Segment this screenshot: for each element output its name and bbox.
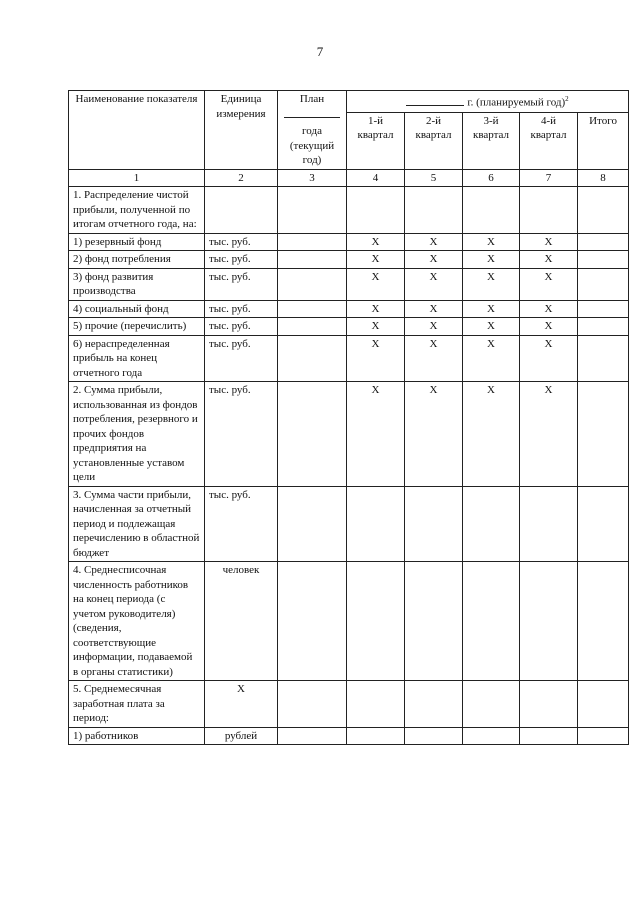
row-plan	[278, 562, 347, 681]
header-total: Итого	[578, 112, 629, 169]
row-quarter-2	[405, 681, 463, 728]
column-number: 7	[520, 169, 578, 187]
header-q4: 4-й квартал	[520, 112, 578, 169]
row-quarter-4: X	[520, 318, 578, 336]
row-total	[578, 335, 629, 382]
row-quarter-1	[347, 562, 405, 681]
row-name: 5) прочие (перечислить)	[69, 318, 205, 336]
row-quarter-1	[347, 187, 405, 234]
row-unit: тыс. руб.	[205, 486, 278, 562]
row-unit: тыс. руб.	[205, 335, 278, 382]
column-number: 4	[347, 169, 405, 187]
row-unit: тыс. руб.	[205, 233, 278, 251]
row-quarter-2	[405, 187, 463, 234]
column-number: 5	[405, 169, 463, 187]
planned-year-blank	[406, 95, 464, 106]
row-total	[578, 300, 629, 318]
row-quarter-4: X	[520, 251, 578, 269]
row-quarter-2	[405, 727, 463, 745]
row-name: 3) фонд развития производства	[69, 268, 205, 300]
header-q2: 2-й квартал	[405, 112, 463, 169]
table-row	[69, 562, 629, 681]
row-quarter-1: X	[347, 335, 405, 382]
row-total	[578, 486, 629, 562]
row-quarter-3	[463, 681, 520, 728]
table-row	[69, 318, 629, 336]
column-number: 1	[69, 169, 205, 187]
row-quarter-3: X	[463, 268, 520, 300]
row-total	[578, 681, 629, 728]
header-plan	[278, 91, 347, 170]
row-unit: тыс. руб.	[205, 251, 278, 269]
footnote-mark: 2	[565, 95, 569, 103]
row-quarter-1: X	[347, 300, 405, 318]
row-plan	[278, 382, 347, 487]
row-unit: X	[205, 681, 278, 728]
row-plan	[278, 233, 347, 251]
row-quarter-1: X	[347, 233, 405, 251]
row-quarter-3: X	[463, 251, 520, 269]
row-quarter-4: X	[520, 233, 578, 251]
row-unit: тыс. руб.	[205, 318, 278, 336]
row-plan	[278, 727, 347, 745]
row-quarter-3: X	[463, 300, 520, 318]
row-unit: рублей	[205, 727, 278, 745]
table-row	[69, 382, 629, 487]
row-name: 1. Распределение чистой прибыли, полученной по итогам отчетного года, на:	[69, 187, 205, 234]
row-quarter-1	[347, 486, 405, 562]
row-unit: тыс. руб.	[205, 300, 278, 318]
row-quarter-2: X	[405, 300, 463, 318]
row-quarter-3	[463, 727, 520, 745]
column-number: 6	[463, 169, 520, 187]
row-plan	[278, 318, 347, 336]
row-name: 3. Сумма части прибыли, начисленная за отчетный период и подлежащая перечислению в областной бюджет	[69, 486, 205, 562]
column-number: 3	[278, 169, 347, 187]
table-row	[69, 486, 629, 562]
row-quarter-4	[520, 187, 578, 234]
table-row	[69, 187, 629, 234]
column-numbers-row	[69, 169, 629, 187]
row-total	[578, 187, 629, 234]
row-name: 4. Среднесписочная численность работников на конец периода (с учетом руководителя) (сведения, соответствующие информации, подаваемой в органы статистики)	[69, 562, 205, 681]
table-row	[69, 300, 629, 318]
header-plan-top: План	[299, 93, 325, 105]
row-quarter-4: X	[520, 300, 578, 318]
row-quarter-3: X	[463, 318, 520, 336]
row-plan	[278, 300, 347, 318]
row-unit: тыс. руб.	[205, 382, 278, 487]
row-plan	[278, 486, 347, 562]
row-quarter-2	[405, 562, 463, 681]
plan-year-blank	[284, 107, 340, 118]
row-quarter-2: X	[405, 268, 463, 300]
column-number: 2	[205, 169, 278, 187]
row-plan	[278, 268, 347, 300]
table-row	[69, 233, 629, 251]
row-name: 4) социальный фонд	[69, 300, 205, 318]
row-quarter-2	[405, 486, 463, 562]
row-plan	[278, 335, 347, 382]
row-quarter-2: X	[405, 251, 463, 269]
row-unit: человек	[205, 562, 278, 681]
row-plan	[278, 681, 347, 728]
row-quarter-3: X	[463, 335, 520, 382]
table-row	[69, 268, 629, 300]
row-quarter-3	[463, 187, 520, 234]
row-name: 1) работников	[69, 727, 205, 745]
report-table	[68, 90, 629, 745]
row-quarter-1: X	[347, 251, 405, 269]
row-quarter-1: X	[347, 318, 405, 336]
row-name: 6) нераспределенная прибыль на конец отчетного года	[69, 335, 205, 382]
row-total	[578, 268, 629, 300]
row-unit: тыс. руб.	[205, 268, 278, 300]
row-name: 2) фонд потребления	[69, 251, 205, 269]
row-quarter-2: X	[405, 233, 463, 251]
header-plan-bottom: года (текущий год)	[289, 125, 335, 166]
row-quarter-2: X	[405, 335, 463, 382]
header-q1: 1-й квартал	[347, 112, 405, 169]
row-quarter-3: X	[463, 233, 520, 251]
row-quarter-2: X	[405, 318, 463, 336]
row-quarter-4	[520, 727, 578, 745]
row-quarter-4: X	[520, 335, 578, 382]
row-plan	[278, 187, 347, 234]
row-unit	[205, 187, 278, 234]
row-quarter-4	[520, 681, 578, 728]
page-number: 7	[316, 44, 324, 59]
row-total	[578, 382, 629, 487]
row-total	[578, 251, 629, 269]
row-quarter-1: X	[347, 382, 405, 487]
row-name: 5. Среднемесячная заработная плата за период:	[69, 681, 205, 728]
header-unit: Единица измерения	[205, 91, 278, 170]
column-number: 8	[578, 169, 629, 187]
row-quarter-4	[520, 486, 578, 562]
row-quarter-4: X	[520, 382, 578, 487]
row-name: 1) резервный фонд	[69, 233, 205, 251]
table-row	[69, 727, 629, 745]
row-quarter-3	[463, 562, 520, 681]
table-row	[69, 335, 629, 382]
row-name: 2. Сумма прибыли, использованная из фондов потребления, резервного и прочих фондов предприятия на установленные уставом цели	[69, 382, 205, 487]
row-plan	[278, 251, 347, 269]
header-name: Наименование показателя	[69, 91, 205, 170]
row-total	[578, 318, 629, 336]
row-quarter-1	[347, 727, 405, 745]
header-planned-year: г. (планируемый год)$^2$	[347, 91, 629, 113]
table-row	[69, 251, 629, 269]
table-row	[69, 681, 629, 728]
row-total	[578, 233, 629, 251]
row-quarter-2: X	[405, 382, 463, 487]
row-quarter-3: X	[463, 382, 520, 487]
row-total	[578, 727, 629, 745]
header-q3: 3-й квартал	[463, 112, 520, 169]
row-quarter-4	[520, 562, 578, 681]
row-quarter-1: X	[347, 268, 405, 300]
row-total	[578, 562, 629, 681]
row-quarter-3	[463, 486, 520, 562]
row-quarter-4: X	[520, 268, 578, 300]
row-quarter-1	[347, 681, 405, 728]
